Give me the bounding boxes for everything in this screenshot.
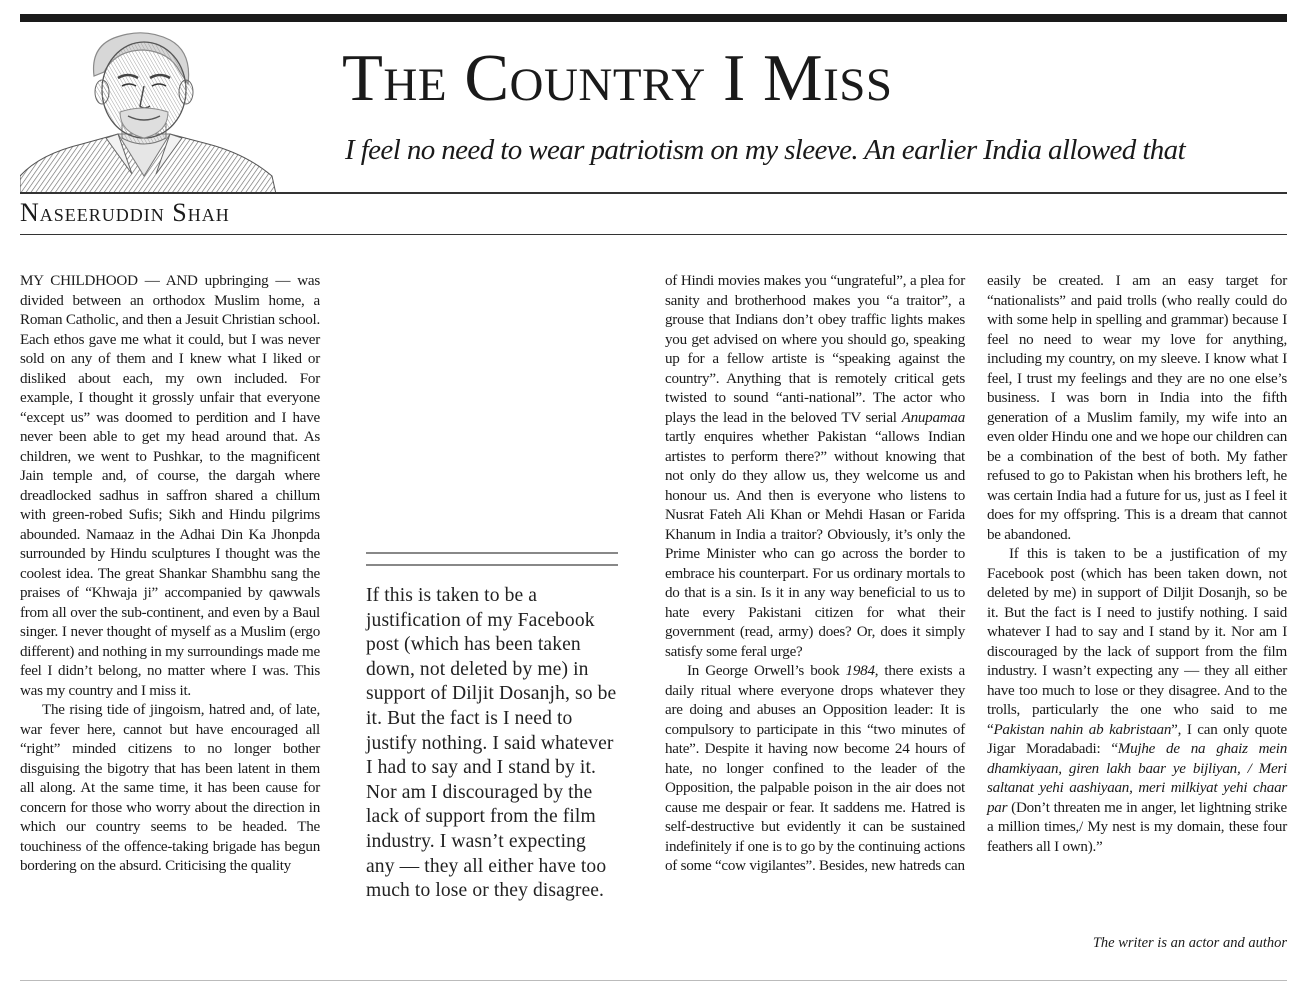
book-title: 1984	[845, 663, 875, 679]
byline-rule	[20, 234, 1287, 235]
paragraph: The rising tide of jingoism, hatred and, of late, war fever here, cannot but have encouraged all “right” minded citizens to no longer bother disguising the bigotry that has been latent in them all along. At the same time, it has been cause for concern for those who worry about the direction in which our country seems to be headed. The touchiness of the offence-taking brigade has begun bordering on the absurd. Criticising the quality	[20, 702, 320, 874]
pullquote-rules	[366, 552, 618, 566]
top-rule	[20, 14, 1287, 22]
column-1	[20, 272, 320, 877]
quoted-couplet: Mujhe de na ghaiz mein dhamkiyaan, giren lakh baar ye bijliyan, / Meri saltanat yehi aashiyaan, meri milkiyat yehi chaar par	[987, 741, 1287, 816]
column-4	[987, 272, 1287, 857]
headline: The Country I Miss	[342, 41, 893, 115]
standfirst: I feel no need to wear patriotism on my sleeve. An earlier India allowed that	[345, 134, 1186, 166]
author-portrait-illustration	[20, 26, 280, 194]
pullquote: If this is taken to be a justification of my Facebook post (which has been taken down, not deleted by me) in support of Diljit Dosanjh, so be it. But the fact is I need to justify nothing. I said whatever I had to say and I stand by it. Nor am I discouraged by the lack of support from the film industry. I wasn’t expecting any — they all either have too much to lose or they disagree.	[366, 585, 617, 902]
bottom-rule	[20, 980, 1287, 981]
paragraph: easily be created. I am an easy target for “nationalists” and paid trolls (who really could do with some help in spelling and grammar) because I feel no need to wear my love for anything, including my country, on my sleeve. I know what I feel, I trust my feelings and they are no one else’s business. I was born in India into the fifth generation of a Muslim family, my wife into an even older Hindu one and we hope our children can be a combination of the best of both. My father refused to go to Pakistan when his brothers left, he was certain India had a future for us, just as I feel it does for my offspring. This is a dream that cannot be abandoned.	[987, 273, 1287, 543]
header-rule	[20, 192, 1287, 194]
show-title: Anupamaa	[901, 409, 965, 426]
paragraph: of Hindi movies makes you “ungrateful”, a plea for sanity and brotherhood makes you “a traitor”, a grouse that Indians don’t obey traffic lights makes you get advised on where you should go, speaking up for a fellow artiste is “speaking against the country”. Anything that is remotely critical gets twisted to sound “anti-national”. The actor who plays the lead in the beloved TV serial Anupamaa tartly enquires whether Pakistan “allows Indian artistes to perform there?” without knowing that not only do they allow us, they welcome us and honour us. And then is everyone who listens to Nusrat Fateh Ali Khan or Mehdi Hasan or Farida Khanum in India a traitor? Obviously, it’s only the Prime Minister who can go across the border to embrace his counterpart. For us ordinary mortals to do that is a sin. Is it in any way beneficial to us to hate every Pakistani citizen for what their government (read, army) does? Or, does it simply satisfy some feral urge?	[665, 273, 965, 660]
paragraph: MY CHILDHOOD — AND upbringing — was divided between an orthodox Muslim home, a Roman Catholic, and then a Jesuit Christian school. Each ethos gave me what it could, but I was never sold on any of them and I knew what I liked or disliked about each, my own included. For example, I thought it grossly unfair that everyone “except us” was doomed to perdition and I have never been able to get my head around that. As children, we went to Pushkar, to the magnificent Jain temple and, of course, the dargah where dreadlocked sadhus in saffron shared a chillum with green-robed Sufis; Sikh and Hindu pilgrims abounded. Namaaz in the Adhai Din Ka Jhonpda surrounded by Hindu sculptures I thought was the coolest idea. The great Shankar Shambhu sang the praises of “Khwaja ji” accompanied by qawwals from all over the sub-continent, and even by a Baul singer. I never thought of myself as a Muslim (ergo different) and nothing in my surroundings made me feel I didn’t belong, no matter where I was. This was my country and I miss it.	[20, 273, 320, 699]
quoted-phrase: Pakistan nahin ab kabristaan	[993, 721, 1172, 738]
paragraph: In George Orwell’s book 1984, there exists a daily ritual where everyone drops whatever they are doing and abuses an Opposition leader: It is compulsory to participate in this “two minutes of hate”. Despite it having now become 24 hours of hate, no longer confined to the leader of the Opposition, the palpable poison in the air does not cause me despair or fear. It saddens me. Hatred is self-destructive but evidently it can be sustained indefinitely if one is to go by the continuing actions of some “cow vigilantes”. Besides, new hatreds can	[665, 663, 965, 874]
column-3	[665, 272, 965, 877]
paragraph: If this is taken to be a justification of my Facebook post (which has been taken down, not deleted by me) in support of Diljit Dosanjh, so be it. But the fact is I need to justify nothing. I said whatever I had to say and I stand by it. Nor am I discouraged by the lack of support from the film industry. I wasn’t expecting any — they all either have too much to lose or they disagree. And to the trolls, particularly the one who said to me “Pakistan nahin ab kabristaan”, I can only quote Jigar Moradabadi: “Mujhe de na ghaiz mein dhamkiyaan, giren lakh baar ye bijliyan, / Meri saltanat yehi aashiyaan, meri milkiyat yehi chaar par (Don’t threaten me in anger, let lightning strike a million times,/ My nest is my domain, these four feathers all I own).”	[987, 546, 1287, 855]
author-credit: The writer is an actor and author	[1092, 935, 1287, 951]
byline: Naseeruddin Shah	[20, 198, 230, 227]
